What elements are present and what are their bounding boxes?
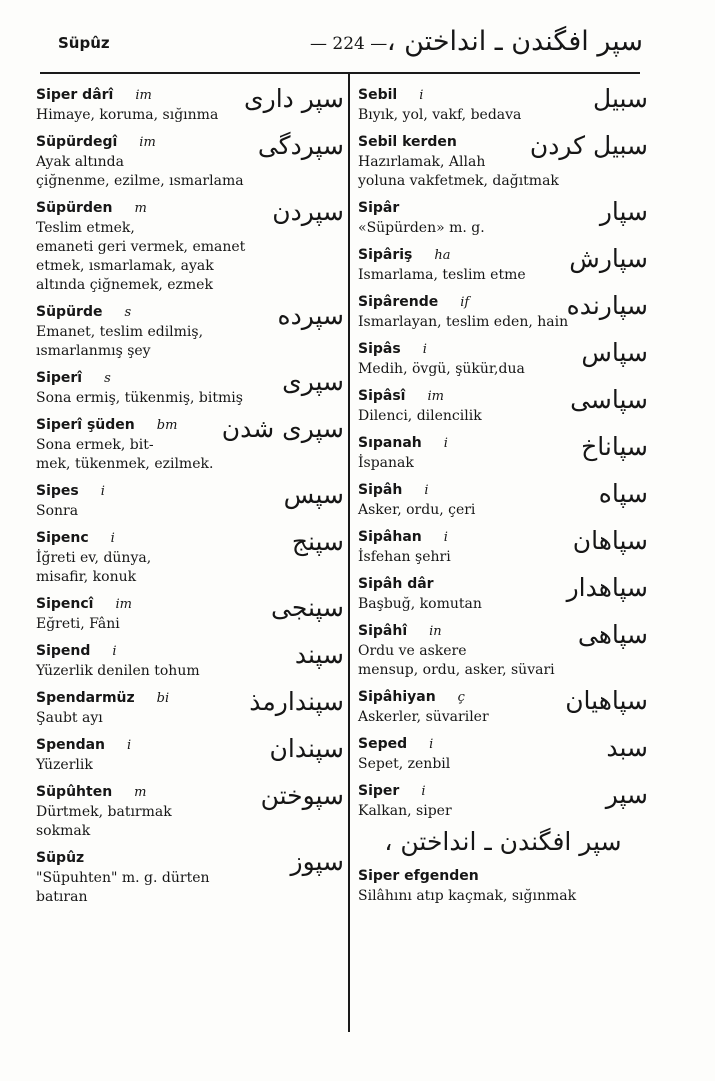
dictionary-entry [36, 687, 344, 728]
arabic-script-word: سپاناخ [581, 432, 648, 461]
headword: Siperî şüden [36, 417, 135, 433]
arabic-script-word: سپر [605, 780, 648, 809]
headword: Süpûhten [36, 784, 113, 800]
part-of-speech: s [124, 305, 132, 320]
definition-line: emaneti geri vermek, emanet [36, 239, 246, 255]
column-divider [348, 74, 350, 1032]
arabic-script-word: سپوز [290, 847, 344, 876]
arabic-script-word: سپار [599, 197, 648, 226]
headword: Sipâr [358, 200, 400, 216]
dictionary-entry [358, 84, 648, 125]
headword: Spendan [36, 737, 106, 753]
dictionary-entry [36, 414, 344, 474]
dictionary-entry [358, 865, 648, 906]
headword: Sipâriş [358, 247, 413, 263]
dictionary-entry [358, 131, 648, 191]
headword: Sipâhî [358, 623, 408, 639]
part-of-speech: im [427, 389, 444, 404]
arabic-script-word: سپارنده [566, 291, 648, 320]
definition-line: Bıyık, yol, vakf, bedava [358, 107, 522, 123]
headword: Süpürdegî [36, 134, 118, 150]
dictionary-entry [36, 367, 344, 408]
definition-line: Emanet, teslim edilmiş, [36, 324, 204, 340]
definition-line: Ayak altında [36, 154, 124, 170]
part-of-speech: i [419, 88, 424, 103]
arabic-script-word: سپری شدن [221, 414, 344, 443]
definition-line: İğreti ev, dünya, [36, 550, 152, 566]
headword: Sipâhan [358, 529, 422, 545]
part-of-speech: bi [156, 691, 170, 706]
headword: Siper [358, 783, 400, 799]
headword: Süpürde [36, 304, 103, 320]
headword: Süpürden [36, 200, 113, 216]
definition-line: Sona ermiş, tükenmiş, bitmiş [36, 390, 243, 406]
arabic-script-word: سپندارمذ [249, 687, 344, 716]
dictionary-entry [358, 526, 648, 567]
definition-line: mensup, ordu, asker, süvari [358, 662, 555, 678]
part-of-speech: m [134, 201, 147, 216]
definition-line: misafir, konuk [36, 569, 137, 585]
definition-line: Ismarlayan, teslim eden, hain [358, 314, 569, 330]
part-of-speech: i [421, 784, 426, 799]
arabic-script-word: سپاسی [570, 385, 648, 414]
dictionary-entry [36, 527, 344, 587]
arabic-script-word: سپس [283, 480, 344, 509]
headword: Spendarmüz [36, 690, 135, 706]
headword: Siperî [36, 370, 83, 386]
definition-line: İspanak [358, 455, 414, 471]
definition-line: Sepet, zenbil [358, 756, 451, 772]
part-of-speech: if [460, 295, 470, 310]
arabic-script-word: سپند [294, 640, 344, 669]
definition-line: Askerler, süvariler [358, 709, 489, 725]
definition-line: Hazırlamak, Allah [358, 154, 486, 170]
arabic-script-word: سپندان [269, 734, 344, 763]
part-of-speech: im [115, 597, 132, 612]
part-of-speech: in [429, 624, 442, 639]
part-of-speech: s [104, 371, 111, 386]
headword: Sipes [36, 483, 79, 499]
arabic-script-word: سپرده [277, 301, 344, 330]
definition-line: Kalkan, siper [358, 803, 452, 819]
arabic-script-word: سپاهیان [565, 686, 648, 715]
dictionary-entry [36, 480, 344, 521]
page-header [40, 26, 643, 66]
arabic-script-word: سپارش [569, 244, 648, 273]
headword: Sipend [36, 643, 91, 659]
definition-line: Yüzerlik denilen tohum [36, 663, 200, 679]
arabic-script-word: سبیل کردن [529, 131, 648, 160]
headword: Sipâs [358, 341, 401, 357]
dictionary-entry [358, 479, 648, 520]
header-rule [40, 72, 640, 74]
headword: Sipenc [36, 530, 89, 546]
definition-line: Dilenci, dilencilik [358, 408, 482, 424]
dictionary-entry [358, 432, 648, 473]
part-of-speech: i [100, 484, 105, 499]
part-of-speech: i [424, 483, 429, 498]
part-of-speech: m [134, 785, 147, 800]
arabic-script-word: سپری [282, 367, 344, 396]
header-arabic: سپر افگندن ـ انداختن ، [386, 26, 643, 57]
headword: Sebil kerden [358, 134, 457, 150]
headword: Sebil [358, 87, 398, 103]
part-of-speech: i [443, 530, 448, 545]
definition-line: etmek, ısmarlamak, ayak [36, 258, 214, 274]
definition-line: Sona ermek, bit- [36, 437, 154, 453]
arabic-script-word: سپاهان [572, 526, 648, 555]
part-of-speech: i [443, 436, 448, 451]
definition-line: altında çiğnemek, ezmek [36, 277, 213, 293]
definition-line: Ismarlama, teslim etme [358, 267, 526, 283]
definition-line: ısmarlanmış şey [36, 343, 151, 359]
definition-line: Asker, ordu, çeri [358, 502, 476, 518]
headword: Sipâh dâr [358, 576, 434, 592]
definition-line: Eğreti, Fâni [36, 616, 120, 632]
definition-line: Ordu ve askere [358, 643, 467, 659]
dictionary-entry [358, 338, 648, 379]
part-of-speech: im [139, 135, 156, 150]
arabic-script-word: سپردن [272, 197, 344, 226]
arabic-script-word: سپوختن [260, 781, 344, 810]
headword: Sipâsî [358, 388, 406, 404]
definition-line: İsfehan şehri [358, 549, 451, 565]
dictionary-entry [358, 291, 648, 332]
arabic-script-word: سپنجی [270, 593, 344, 622]
arabic-script-word: سپاهدار [566, 573, 648, 602]
dictionary-entry [36, 131, 344, 191]
arabic-script-word: سبد [606, 733, 648, 762]
part-of-speech: im [135, 88, 152, 103]
dictionary-entry [358, 733, 648, 774]
dictionary-entry [358, 573, 648, 614]
right-column [358, 84, 648, 912]
dictionary-entry [358, 620, 648, 680]
dictionary-entry [358, 244, 648, 285]
definition-line: Başbuğ, komutan [358, 596, 482, 612]
definition-line: yoluna vakfetmek, dağıtmak [358, 173, 559, 189]
headword: Siper dârî [36, 87, 114, 103]
definition-line: batıran [36, 889, 88, 905]
definition-line: "Süpuhten" m. g. dürten [36, 870, 210, 886]
left-column [36, 84, 344, 913]
definition-line: Teslim etmek, [36, 220, 135, 236]
headword: Süpûz [36, 850, 85, 866]
dictionary-entry [36, 301, 344, 361]
definition-line: Sonra [36, 503, 79, 519]
arabic-script-word: سبیل [593, 84, 648, 113]
headword: Sıpanah [358, 435, 422, 451]
definition-line: «Süpürden» m. g. [358, 220, 485, 236]
dictionary-entry [36, 734, 344, 775]
dictionary-entry [36, 84, 344, 125]
definition-line: Medih, övgü, şükür,dua [358, 361, 525, 377]
part-of-speech: i [429, 737, 434, 752]
arabic-script-word: سپر داری [244, 84, 344, 113]
dictionary-entry [358, 686, 648, 727]
dictionary-entry [358, 385, 648, 426]
running-head: Süpûz [58, 34, 110, 52]
headword: Sipâh [358, 482, 403, 498]
part-of-speech: i [422, 342, 427, 357]
definition-line: Dürtmek, batırmak [36, 804, 172, 820]
headword: Sipencî [36, 596, 94, 612]
arabic-script-word: سپنج [291, 527, 344, 556]
arabic-script-word: سپاس [581, 338, 648, 367]
definition-line: sokmak [36, 823, 91, 839]
dictionary-entry [36, 197, 344, 295]
part-of-speech: ç [457, 690, 465, 705]
arabic-script-word: سپاه [598, 479, 648, 508]
arabic-script-word: سپردگی [257, 131, 344, 160]
definition-line: Şaubt ayı [36, 710, 103, 726]
dictionary-entry [36, 847, 344, 907]
definition-line: Silâhını atıp kaçmak, sığınmak [358, 888, 577, 904]
definition-line: çiğnenme, ezilme, ısmarlama [36, 173, 244, 189]
dictionary-entry [36, 640, 344, 681]
dictionary-entry [36, 781, 344, 841]
headword: Siper efgenden [358, 868, 479, 884]
dictionary-entry [358, 197, 648, 238]
section-arabic-heading: سپر افگندن ـ انداختن ، [384, 827, 622, 856]
definition-line: Himaye, koruma, sığınma [36, 107, 219, 123]
part-of-speech: bm [156, 418, 178, 433]
headword: Sipârende [358, 294, 439, 310]
part-of-speech: i [110, 531, 115, 546]
part-of-speech: i [127, 738, 132, 753]
dictionary-entry [358, 780, 648, 821]
definition-line: Yüzerlik [36, 757, 93, 773]
part-of-speech: i [112, 644, 117, 659]
dictionary-entry [36, 593, 344, 634]
part-of-speech: ha [434, 248, 451, 263]
headword: Seped [358, 736, 408, 752]
headword: Sipâhiyan [358, 689, 436, 705]
arabic-script-word: سپاهی [577, 620, 648, 649]
page-number: — 224 — [310, 34, 388, 54]
definition-line: mek, tükenmek, ezilmek. [36, 456, 214, 472]
